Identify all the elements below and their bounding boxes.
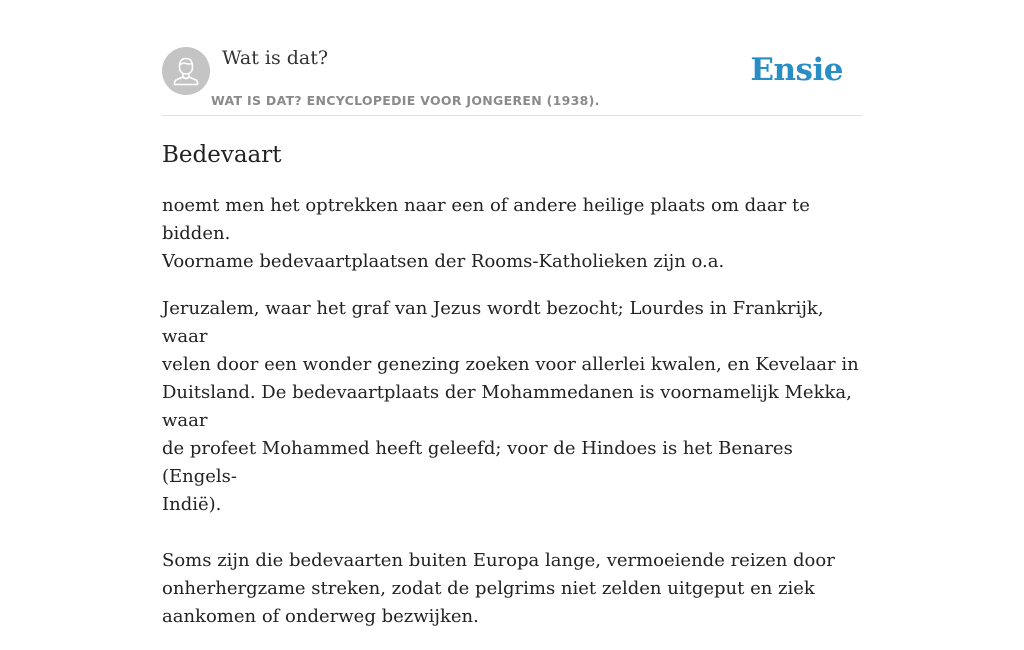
article-title: Bedevaart — [162, 142, 282, 168]
avatar[interactable] — [162, 47, 210, 95]
user-placeholder-icon — [162, 47, 210, 95]
article-body — [162, 192, 862, 650]
article-paragraph: Jeruzalem, waar het graf van Jezus wordt bezocht; Lourdes in Frankrijk, waar velen door een wonder genezing zoeken voor allerlei kwalen, en Kevelaar in Duitsland. De bedevaartplaats der Mohammedanen is voornamelijk Mekka, waar de profeet Mohammed heeft geleefd; voor de Hindoes is het Benares (Engels- Indië). Soms zijn die bedevaarten buiten Europa lange, vermoeiende reizen door onherhergzame streken, zodat de pelgrims niet zelden uitgeput en ziek aankomen of onderweg bezwijken. — [162, 298, 859, 627]
source-title[interactable]: Wat is dat? — [222, 47, 329, 69]
article-paragraph: noemt men het optrekken naar een of andere heilige plaats om daar te bidden. Voorname bedevaartplaatsen der Rooms-Katholieken zijn o.a. — [162, 195, 810, 272]
source-header — [162, 0, 862, 116]
page — [162, 0, 862, 627]
source-subtitle: WAT IS DAT? ENCYCLOPEDIE VOOR JONGEREN (1938). — [211, 93, 600, 108]
brand-logo[interactable]: Ensie — [750, 52, 843, 88]
